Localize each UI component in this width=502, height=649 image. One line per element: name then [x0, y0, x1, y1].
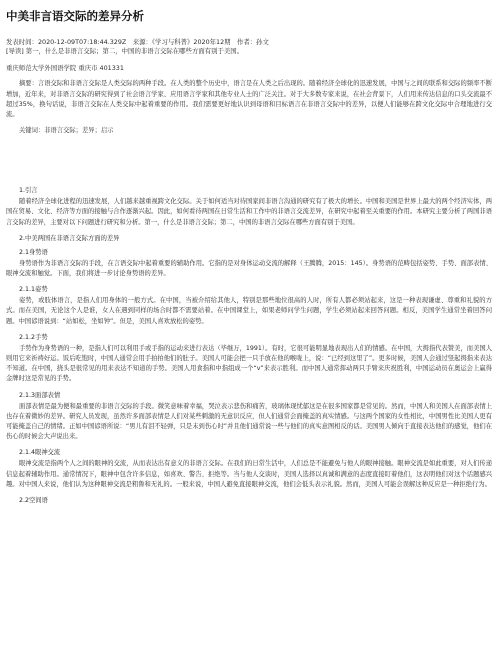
section-heading: 2.1.1姿势 [19, 286, 48, 294]
section-paragraph: 身势语作为非语言交际的手段，在言语交际中起着重要的辅助作用。它指的是对身体运动交流的解释（王腾腾，2015：145）。身势语的范畴包括姿势、手势、面部表情、眼神交流和触觉。下面，我们将进一步讨论身势语的差异。 [6, 259, 492, 278]
author-affiliation: 重庆师范大学外国语学院 重庆市 401331 [6, 64, 124, 73]
section-paragraph: 面部表情是最为便和最重要的非语言交际的手段。微笑意味着幸福，哭泣表示悲伤和痛苦，玻璃体现忧郁这是在很多国家都是常见的。然而，中国人和美国人在面部表情上也存在着微妙的差异。研究人员发现，虽然许多面部表情是人们对某些刺激的无意识反应，但人们通常会面掩盖的真实情感。与这两个国家的女性相比，中国男性比美国人更有可能掩盖自己的情绪。正如中国谚语所说：“男儿有泪不轻弹，只是未到伤心时”并且他们通常说一些与他们的真实意图相反的话。美国男人倾向于直接表达他们的感觉，他们在伤心的时候会大声说出来。 [6, 402, 492, 441]
article-title: 中美非言语交际的差异分析 [6, 9, 144, 23]
abstract: 摘要：言语交际和非语言交际是人类交际的两种手段。在人类的整个历史中，语言是在人类之后出现的。随着经济全球化的迅速发展，中国与之间的联系和交际的频率不断增加，近年来，对非语言交际的研究得到了社会语言学家、应用语言学家和其他专业人士的广泛关注。对于大多数专家来说，在社会背景下，人们用来传达信息的口头交流最不超过35%，换句话说，非语言交际在人类交际中起着重要的作用。我们需要更好地认识到母语和目标语言在非语言交际中的差异，以便人们能够在跨文化交际中合理地进行交流。 [6, 80, 492, 119]
article-body [6, 185, 492, 504]
section-heading: 2.1.2手势 [19, 333, 48, 341]
spacer [6, 134, 492, 180]
section-paragraph: 随着经济全球化进程的迅速发展，人们越来越重视跨文化交际。关于如何适当对待国家间非语言沟通的研究有了极大的增长。中国和美国是世界上最大的两个经济实体，两国在贸易、文化、经济等方面的接触与合作逐渐兴起。因此，如何看待两国在日常生活和工作中的非语言交流差异，在研究中起着至关重要的作用。本研究主要分析了两国非语言交际的差异，主要对以下问题进行研究和分析。第一，什么是非语言交际；第二，中国的非语言交际在哪些方面有别于美国。 [6, 198, 492, 226]
section-heading: 2.1身势语 [19, 248, 48, 256]
section-heading: 2.1.4眼神交流 [19, 449, 61, 457]
section-paragraph: 眼神交流是指两个人之间的眼神的交流，从而表达出有意义的非语言交际。在我们的日常生活中，人们总是不能避免与他人的眼神接触。眼神交流是如此重要，对人们传递信息起着辅助作用。通常情况下，眼神中包含许多信息，如喜欢、警告、拒绝等。当与他人交谈时，美国人选择以真诚和满意的态度直接盯着他们，这表明他们对这个话题感兴趣。对中国人来说，他们认为这种眼神交流是粗鲁和无礼的。一般来说，中国人避免直接眼神交流，他们会低头表示礼貌。然而，美国人可能会误解这种反应是一种拒绝行为。 [6, 460, 492, 488]
section-paragraph: 姿势，或肢体语言，是指人们用身体的一般方式。在中国，当被介绍给其他人，特别是那些地位很高的人时，所有人都必须站起来，这是一种表现谦虚、尊重和礼貌的方式。而在美国，无论这个人是谁，女人在遇到同样的场合时都不需要站着。在中国课堂上，如果老师问学生问题，学生必须站起来回答问题。相反，美国学生通常坐着回答问题。中国谚语说到：“站如松，坐如钟”。但是，美国人喜欢放松的姿势。 [6, 297, 492, 325]
section-heading: 2.1.3面部表情 [19, 391, 61, 399]
section-paragraph: 手势作为身势语的一种，是指人们可以利用手或手指的运动来进行表达（毕继万，1991）。有时，它很可能明显地表现出人们的情感。在中国，大拇指代表赞美，而美国人则用它来祈祷好运。饭后吃饱时，中国人通常会用手拍拍他们的肚子。美国人可能会把一只手放在他的喉咙上，说：“已经到这里了”。更多时候，美国人会通过竖起拇指来表达不知道。在中国，挠头是很常见的用来表达不知道的手势。美国人用食指和中指组成一个“v”来表示胜利。而中国人通常挥动两只手臂来庆祝胜利，中国运动员在奥运会上赢得金牌时这是常见的手势。 [6, 344, 492, 383]
section-heading: 1.引言 [19, 187, 38, 195]
keywords: 关键词：非语言交际；差异；启示 [19, 127, 114, 135]
section-heading: 2.2空间语 [19, 497, 48, 505]
section-heading: 2.中美两国在非语言交际方面的差异 [19, 234, 120, 242]
publication-meta: 发表时间：2020-12-09T07:18:44.329Z 来源：《学习与科普》2020年12期 作者：孙文 [6, 38, 269, 46]
lead-summary: [导读] 第一，什么是非语言交际；第二，中国的非语言交际在哪些方面有别于美国。 [6, 47, 244, 56]
